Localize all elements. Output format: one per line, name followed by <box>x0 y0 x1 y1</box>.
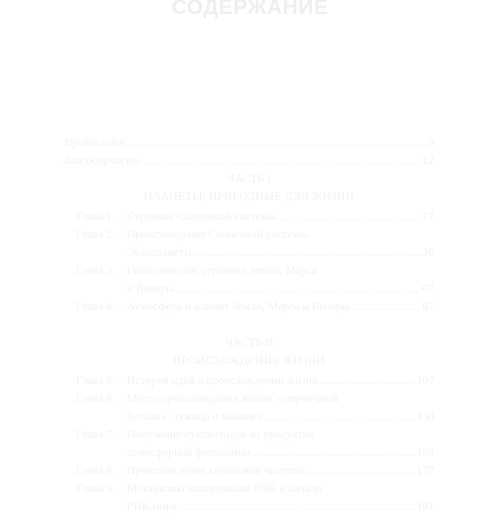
chapter-label: Глава 3. <box>76 264 115 277</box>
toc-entry-preface[interactable] <box>64 134 434 152</box>
toc-chapter-6[interactable] <box>64 390 434 426</box>
part-2-label: ЧАСТЬ II <box>225 336 273 349</box>
dot-leader <box>128 134 427 152</box>
entry-title: Предисловие <box>64 136 127 149</box>
chapter-title-line: и Венеры <box>127 282 174 295</box>
chapter-title-line: Место происхождения жизни, «первичный <box>127 392 339 405</box>
toc-chapter-7[interactable] <box>64 426 434 462</box>
dot-leader <box>178 498 416 516</box>
dot-leader <box>319 372 415 390</box>
chapter-title-line: Экзопланеты <box>127 246 192 259</box>
toc-chapter-5[interactable] <box>64 372 434 390</box>
chapter-label: Глава 8. <box>76 464 115 477</box>
chapter-title-line: Происхождение хиральной чистоты <box>127 464 305 477</box>
chapter-title-line: Строение Солнечной системы <box>127 210 277 223</box>
page-number: 87 <box>422 300 434 313</box>
page-number: 130 <box>416 410 434 423</box>
chapter-label: Глава 7. <box>76 428 115 441</box>
chapter-title-line: Геологическое строение Земли, Марса <box>127 264 318 277</box>
chapter-title-line: атмосферной фотохимии <box>127 446 251 459</box>
toc-chapter-4[interactable] <box>64 298 434 316</box>
part-1-label: ЧАСТЬ I <box>227 172 271 185</box>
page-number: 191 <box>416 500 434 513</box>
chapter-label: Глава 5. <box>76 374 115 387</box>
chapter-title-line: Атмосфера и климат Земли, Марса и Венеры <box>127 300 350 313</box>
page-number: 67 <box>422 282 434 295</box>
page-number: 36 <box>422 246 434 259</box>
chapter-title-line: РНК мира <box>127 500 177 513</box>
chapter-title-line: Происхождение Солнечной системы. <box>127 228 311 241</box>
page-number: 107 <box>416 374 434 387</box>
dot-leader <box>277 208 421 226</box>
dot-leader <box>141 152 421 170</box>
dot-leader <box>350 298 421 316</box>
dot-leader <box>305 462 415 480</box>
entry-title: Благодарности <box>64 154 141 167</box>
page-number: 177 <box>416 464 434 477</box>
toc-entry-acknowledgements[interactable] <box>64 152 434 170</box>
part-1-title: ПЛАНЕТЫ, ПРИГОДНЫЕ ДЛЯ ЖИЗНИ <box>143 190 355 203</box>
toc-chapter-9[interactable] <box>64 480 434 516</box>
contents-title: СОДЕРЖАНИЕ <box>171 0 329 19</box>
chapter-label: Глава 1. <box>76 210 115 223</box>
dot-leader <box>263 408 416 426</box>
chapter-label: Глава 6. <box>76 392 115 405</box>
chapter-title-line: История идей о происхождении жизни <box>127 374 319 387</box>
dot-leader <box>193 244 422 262</box>
page-number: 158 <box>416 446 434 459</box>
chapter-title-line: Механизмы копирования РНК и начало <box>127 482 322 495</box>
toc-chapter-8[interactable] <box>64 462 434 480</box>
page-number: 17 <box>422 210 434 223</box>
chapter-label: Глава 4. <box>76 300 115 313</box>
toc-chapter-1[interactable] <box>64 208 434 226</box>
page-number: 12 <box>422 154 434 167</box>
toc-chapter-2[interactable] <box>64 226 434 262</box>
toc-chapter-3[interactable] <box>64 262 434 298</box>
chapter-title-line: бульон», лужица и майонез <box>127 410 262 423</box>
chapter-label: Глава 9. <box>76 482 115 495</box>
dot-leader <box>175 280 421 298</box>
chapter-label: Глава 2. <box>76 228 115 241</box>
chapter-title-line: Получение нуклеотидов из продуктов <box>127 428 315 441</box>
page-number: 9 <box>428 136 434 149</box>
part-2-title: ПРОИСХОЖДЕНИЕ ЖИЗНИ <box>172 354 326 367</box>
dot-leader <box>252 444 416 462</box>
table-of-contents <box>64 134 434 516</box>
